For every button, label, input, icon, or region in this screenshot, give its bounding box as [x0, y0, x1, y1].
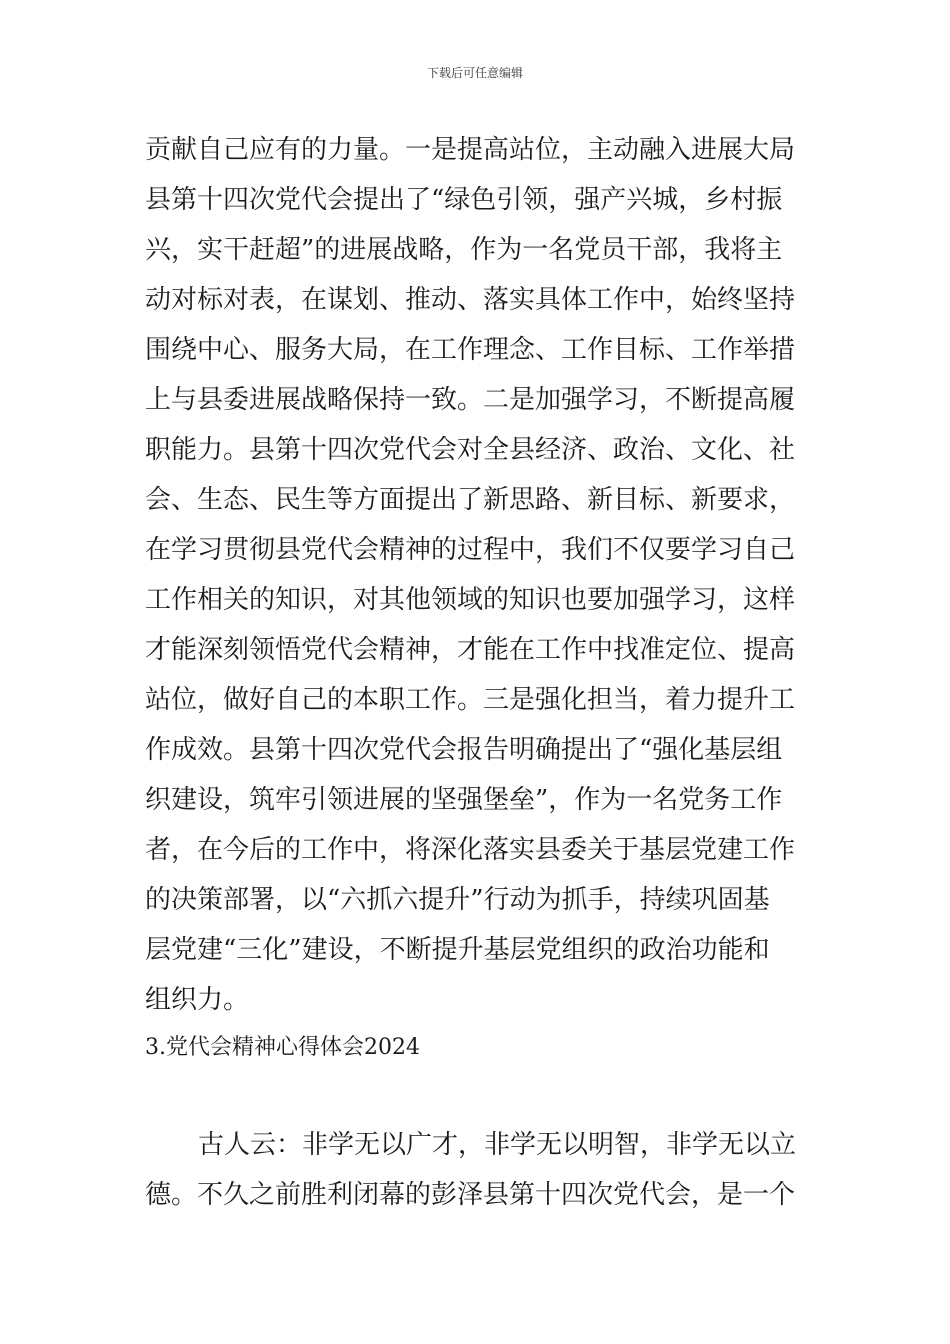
text-line: 上与县委进展战略保持一致。二是加强学习，不断提高履: [145, 385, 796, 415]
text-line: 动对标对表，在谋划、推动、落实具体工作中，始终坚持: [145, 285, 796, 315]
text-line: 作成效。县第十四次党代会报告明确提出了“强化基层组: [145, 735, 783, 765]
text-line: 贡献自己应有的力量。一是提高站位，主动融入进展大局: [145, 135, 796, 165]
page-header: 下载后可任意编辑: [426, 66, 523, 80]
text-line: 会、生态、民生等方面提出了新思路、新目标、新要求，: [145, 485, 796, 515]
text-line: 的决策部署，以“六抓六提升”行动为抓手，持续巩固基: [145, 885, 770, 915]
text-line: 在学习贯彻县党代会精神的过程中，我们不仅要学习自己: [145, 535, 796, 565]
text-line: 者，在今后的工作中，将深化落实县委关于基层党建工作: [145, 835, 796, 865]
text-line: 层党建“三化”建设，不断提升基层党组织的政治功能和: [145, 935, 770, 965]
text-line: 组织力。: [145, 985, 250, 1015]
text-line: 德。不久之前胜利闭幕的彭泽县第十四次党代会，是一个: [145, 1180, 796, 1210]
text-line: 兴，实干赶超”的进展战略，作为一名党员干部，我将主: [145, 235, 783, 265]
text-line: 才能深刻领悟党代会精神，才能在工作中找准定位、提高: [145, 635, 796, 665]
text-line: 工作相关的知识，对其他领域的知识也要加强学习，这样: [145, 585, 796, 615]
text-line: 县第十四次党代会提出了“绿色引领，强产兴城，乡村振: [145, 185, 783, 215]
text-line: 织建设，筑牢引领进展的坚强堡垒”，作为一名党务工作: [145, 785, 783, 815]
text-line: 围绕中心、服务大局，在工作理念、工作目标、工作举措: [145, 335, 796, 365]
text-line: 站位，做好自己的本职工作。三是强化担当，着力提升工: [145, 685, 796, 715]
text-line: 职能力。县第十四次党代会对全县经济、政治、文化、社: [145, 435, 796, 465]
section-heading: 3.党代会精神心得体会2024: [145, 1035, 420, 1060]
text-line: 古人云：非学无以广才，非学无以明智，非学无以立: [198, 1130, 797, 1160]
